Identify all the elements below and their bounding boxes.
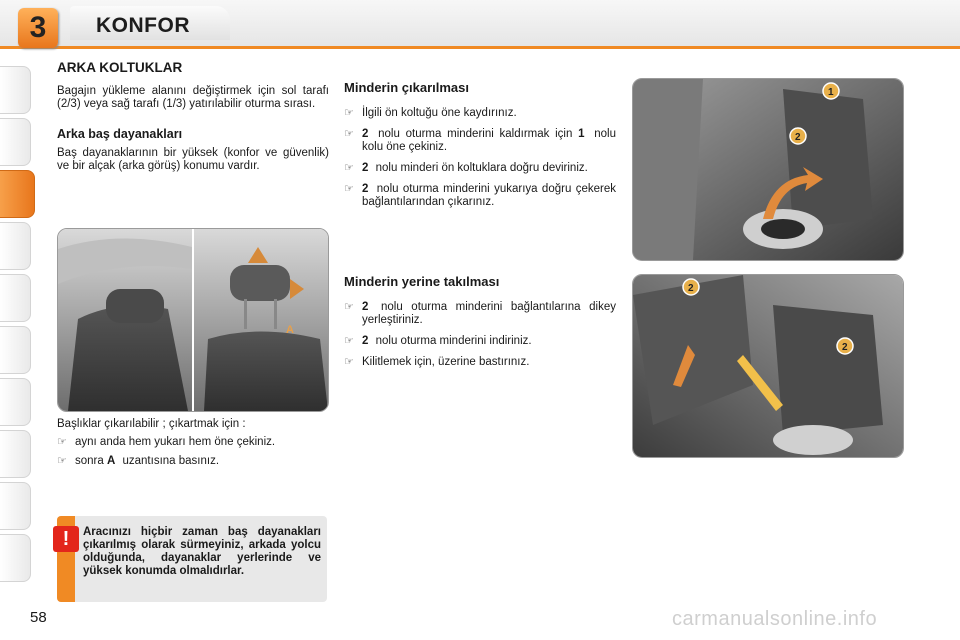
list-item [344,107,616,120]
side-tab-4[interactable] [0,222,31,270]
step-text: Kilitlemek için, üzerine bastırınız. [362,356,530,368]
warning-icon: ! [53,526,79,552]
step-text: 2 nolu oturma minderini indiriniz. [362,335,532,347]
bullet-suffix: uzantısına basınız. [122,455,220,467]
caption-text: Başlıklar çıkarılabilir ; çıkartmak için : [57,418,246,430]
step-text: 2 nolu oturma minderini yukarıya doğru çekerek bağlantılarından çıkarınız. [362,183,616,208]
chapter-side-tabs [0,66,46,576]
list-item [344,162,616,175]
marker-a: A [286,324,294,336]
side-tab-6[interactable] [0,326,31,374]
intro-paragraph: Bagajın yükleme alanını değiştirmek için sol tarafı (2/3) veya sağ tarafı (1/3) yatırılabilir oturma sırası. [57,85,329,110]
chapter-title: KONFOR [96,14,190,37]
pointing-hand-icon: ☞ [344,335,354,347]
pointing-hand-icon: ☞ [344,183,354,195]
refit-section [344,274,616,369]
pointing-hand-icon: ☞ [57,455,67,467]
removal-section [344,80,616,209]
list-item [57,455,332,468]
marker-2: 2 [688,283,694,294]
bullet-text: aynı anda hem yukarı hem öne çekiniz. [75,436,276,448]
side-tab-8[interactable] [0,430,31,478]
headrest-title: Arka baş dayanakları [57,127,183,141]
side-tab-3-active[interactable] [0,170,35,218]
side-tab-2[interactable] [0,118,31,166]
list-item [344,183,616,209]
step-text: 2 nolu oturma minderini kaldırmak için 1 nolu kolu öne çekiniz. [362,128,616,153]
refit-title: Minderin yerine takılması [344,274,500,289]
marker-2: 2 [842,342,848,353]
watermark: carmanualsonline.info [672,608,878,630]
list-item [344,356,616,369]
pointing-hand-icon: ☞ [344,107,354,119]
marker-2: 2 [795,132,801,143]
warning-text: Aracınızı hiçbir zaman baş dayanakları çıkarılmış olarak sürmeyiniz, arkada yolcu olduğunda, dayanaklar yerlerinde ve yüksek konumda olmalıdırlar. [83,526,321,577]
headrest-photo [57,228,329,412]
marker-1: 1 [828,87,834,98]
side-tab-1[interactable] [0,66,31,114]
section-title: ARKA KOLTUKLAR [57,60,183,75]
step-text: İlgili ön koltuğu öne kaydırınız. [362,107,517,119]
side-tab-9[interactable] [0,482,31,530]
chapter-badge: 3 [18,8,58,48]
warning-box [57,516,327,602]
pointing-hand-icon: ☞ [344,301,354,313]
step-text: 2 nolu minderi ön koltuklara doğru deviriniz. [362,162,588,174]
bullet-prefix: sonra [75,455,104,467]
pointing-hand-icon: ☞ [344,128,354,140]
bullet-bold: A [106,455,116,467]
cushion-refit-photo [632,274,904,458]
list-item [57,436,332,449]
headrest-caption [57,418,332,468]
headrest-paragraph: Baş dayanaklarının bir yüksek (konfor ve güvenlik) ve bir alçak (arka görüş) konumu vardır. [57,147,329,172]
bullet-text [75,455,219,468]
left-column [57,60,329,173]
pointing-hand-icon: ☞ [344,356,354,368]
side-tab-7[interactable] [0,378,31,426]
list-item [344,335,616,348]
list-item [344,301,616,327]
side-tab-5[interactable] [0,274,31,322]
cushion-removal-photo [632,78,904,261]
pointing-hand-icon: ☞ [57,436,67,448]
removal-title: Minderin çıkarılması [344,80,469,95]
step-text: 2 nolu oturma minderini bağlantılarına dikey yerleştiriniz. [362,301,616,326]
side-tab-10[interactable] [0,534,31,582]
page-number: 58 [30,609,47,626]
list-item [344,128,616,154]
pointing-hand-icon: ☞ [344,162,354,174]
